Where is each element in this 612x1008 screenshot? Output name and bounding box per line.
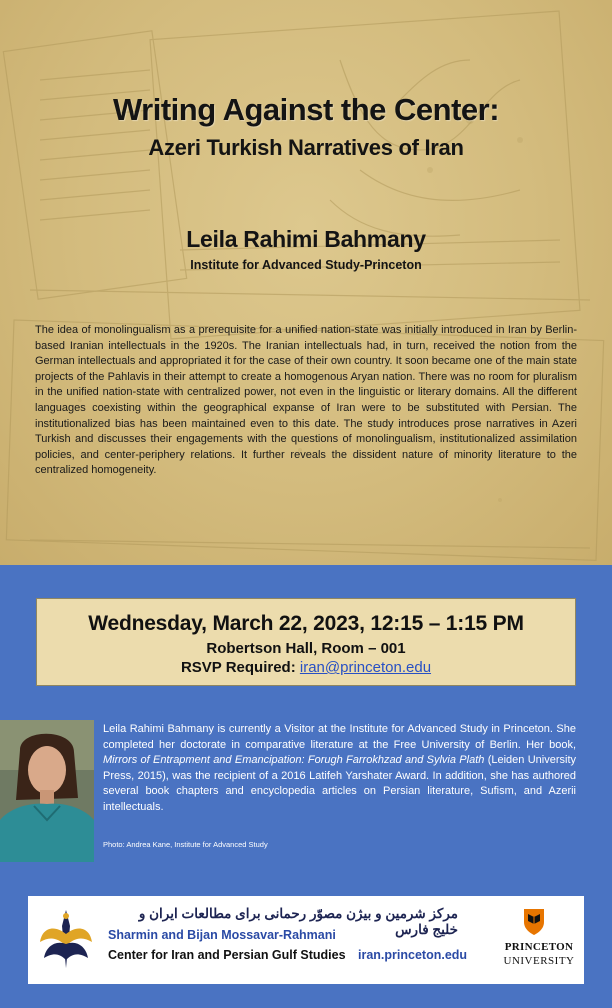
bio-text-2: (Leiden University Press, 2015), was the recipient of a 2016 Latifeh Yarshater Award. In addition, she has authored several book chapters and encyclopedia articles on Persian literature, Sufism, and Azerii intellectuals. [103, 754, 576, 813]
princeton-shield-icon [523, 908, 545, 936]
event-details-box [36, 598, 576, 686]
bio-book-title: Mirrors of Entrapment and Emancipation: Forugh Farrokhzad and Sylvia Plath [103, 754, 485, 767]
talk-subtitle: Azeri Turkish Narratives of Iran [148, 135, 464, 160]
talk-title: Writing Against the Center: [112, 92, 500, 127]
princeton-wordmark-line2: UNIVERSITY [503, 955, 575, 967]
speaker-photo [0, 720, 94, 862]
princeton-wordmark-line1: PRINCETON [504, 941, 574, 953]
abstract-text: The idea of monolingualism as a prerequisite for a unified nation-state was initially introduced in Iran by Berlin-based Iranian intellectuals in the 1920s. The Iranian intellectuals had, in turn, received the notion from the German intellectuals and appropriated it for the case of their own country. It soon became one of the main state projects of the Pahlavis in their attempt to create a homogenous Aryan nation. There was no room for pluralism in the unified nation-state with centralized power, not even in the linguistic or literary domains. All the different languages coexisting within the geographical expanse of Iran were to be substituted with Persian. The institutionalized bias has been maintained even to this date. The study introduces prose narratives in Azeri Turkish and discusses their engagements with the questions of monolingualism, institutionalized assimilation policies, and center-periphery relations. It further reveals the dissident nature of minority literature to the centralized homogeneity. [35, 324, 577, 477]
bio-text-1: Leila Rahimi Bahmany is currently a Visitor at the Institute for Advanced Study in Princeton. She completed her doctorate in comparative literature at the Free University of Berlin. Her book, [103, 723, 576, 751]
center-name-line2: Center for Iran and Persian Gulf Studies [108, 948, 346, 962]
event-datetime: Wednesday, March 22, 2023, 12:15 – 1:15 PM [88, 612, 524, 635]
speaker-bio [103, 722, 576, 816]
speaker-affiliation: Institute for Advanced Study-Princeton [190, 258, 422, 272]
footer-banner [28, 896, 584, 984]
center-website-link[interactable]: iran.princeton.edu [358, 948, 468, 962]
event-rsvp [37, 659, 575, 676]
center-name-line1: Sharmin and Bijan Mossavar-Rahmani [108, 928, 336, 942]
rsvp-label: RSVP Required: [180, 659, 300, 676]
speaker-name: Leila Rahimi Bahmany [186, 226, 426, 252]
center-name-persian: مرکز شرمین و بیژن مصوّر رحمانی برای مطالعات ایران و خلیج فارس [138, 906, 458, 937]
event-location: Robertson Hall, Room – 001 [206, 640, 406, 657]
rsvp-email-link[interactable]: iran@princeton.edu [299, 659, 432, 676]
photo-credit: Photo: Andrea Kane, Institute for Advanced Study [103, 840, 268, 849]
center-logo-icon [36, 906, 96, 972]
